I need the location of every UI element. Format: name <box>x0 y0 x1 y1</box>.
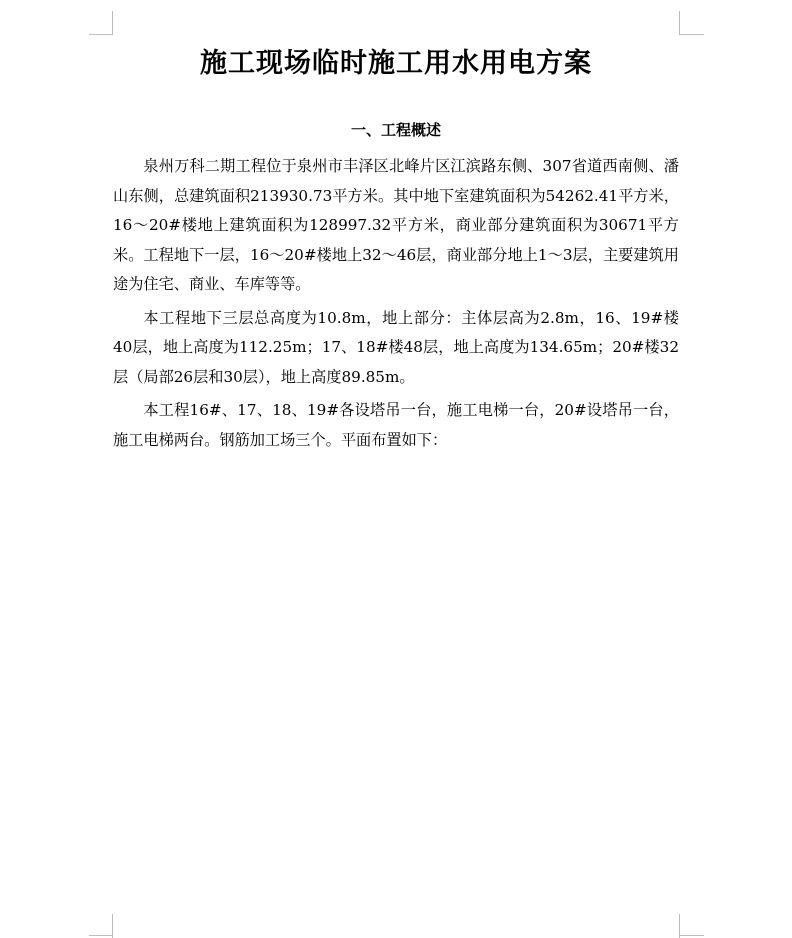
crop-mark-bottom-left-horizontal <box>89 935 113 936</box>
crop-mark-bottom-right-vertical <box>679 914 680 938</box>
document-title: 施工现场临时施工用水用电方案 <box>200 48 592 79</box>
crop-mark-top-left-vertical <box>112 11 113 35</box>
crop-mark-top-left-horizontal <box>89 34 113 35</box>
document-body <box>113 152 679 459</box>
crop-mark-top-right-horizontal <box>680 34 704 35</box>
paragraph-equipment: 本工程16#、17、18、19#各设塔吊一台，施工电梯一台，20#设塔吊一台，施工电梯两台。钢筋加工场三个。平面布置如下： <box>113 401 679 449</box>
crop-mark-top-right-vertical <box>679 11 680 35</box>
paragraph-building-heights: 本工程地下三层总高度为10.8m，地上部分：主体层高为2.8m，16、19#楼40层，地上高度为112.25m；17、18#楼48层，地上高度为134.65m；20#楼32层（局部26层和30层），地上高度89.85m。 <box>113 308 679 386</box>
paragraph-project-location: 泉州万科二期工程位于泉州市丰泽区北峰片区江滨路东侧、307省道西南侧、潘山东侧，总建筑面积213930.73平方米。其中地下室建筑面积为54262.41平方米，16～20#楼地上建筑面积为128997.32平方米，商业部分建筑面积为30671平方米。工程地下一层，16～20#楼地上32～46层，商业部分地上1～3层，主要建筑用途为住宅、商业、车库等等。 <box>113 157 679 293</box>
section-heading: 一、工程概述 <box>350 121 441 139</box>
crop-mark-bottom-left-vertical <box>112 914 113 938</box>
crop-mark-bottom-right-horizontal <box>680 935 704 936</box>
